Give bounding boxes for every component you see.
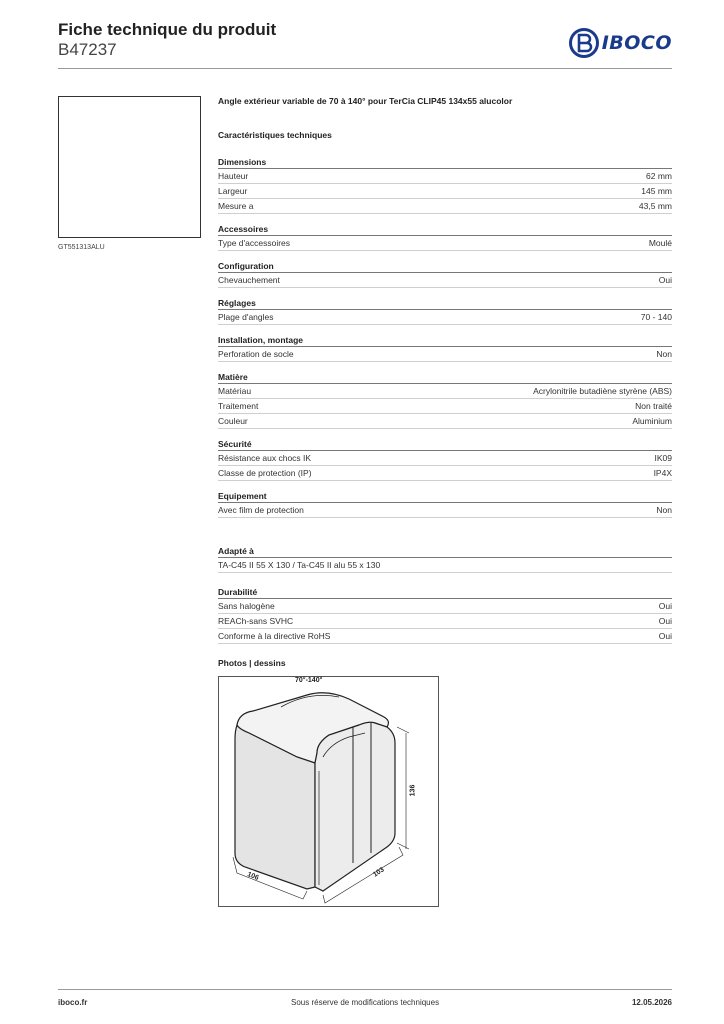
section-title: Equipement bbox=[218, 489, 672, 503]
spec-value: Oui bbox=[658, 616, 672, 626]
spec-section bbox=[218, 437, 672, 481]
spec-label: Plage d'angles bbox=[218, 312, 274, 322]
section-title: Durabilité bbox=[218, 585, 672, 599]
spec-value: IP4X bbox=[653, 468, 672, 478]
spec-value: 62 mm bbox=[646, 171, 672, 181]
spec-row bbox=[218, 466, 672, 481]
spec-row bbox=[218, 199, 672, 214]
section-title: Matière bbox=[218, 370, 672, 384]
spec-row bbox=[218, 599, 672, 614]
spec-section bbox=[218, 370, 672, 429]
adapted-section bbox=[218, 544, 672, 573]
spec-value: Moulé bbox=[648, 238, 672, 248]
spec-row bbox=[218, 414, 672, 429]
footer-divider bbox=[58, 989, 672, 990]
spec-row bbox=[218, 399, 672, 414]
spec-label: Mesure a bbox=[218, 201, 254, 211]
spec-value: Oui bbox=[658, 601, 672, 611]
spec-row bbox=[218, 273, 672, 288]
right-dimension-label: 103 bbox=[372, 866, 386, 879]
spec-row bbox=[218, 384, 672, 399]
spec-row bbox=[218, 169, 672, 184]
spec-section bbox=[218, 333, 672, 362]
spec-row bbox=[218, 451, 672, 466]
spec-row bbox=[218, 629, 672, 644]
product-name: Angle extérieur variable de 70 à 140° pour TerCia CLIP45 134x55 alucolor bbox=[218, 96, 513, 106]
durability-section bbox=[218, 585, 672, 644]
spec-value: 43,5 mm bbox=[638, 201, 672, 211]
footer-site-link[interactable]: iboco.fr bbox=[58, 998, 88, 1007]
spec-label: REACh-sans SVHC bbox=[218, 616, 294, 626]
spec-label: Chevauchement bbox=[218, 275, 280, 285]
left-dimension-label: 106 bbox=[246, 871, 260, 882]
section-title: Photos | dessins bbox=[218, 658, 286, 668]
spec-row bbox=[218, 236, 672, 251]
footer-date: 12.05.2026 bbox=[631, 998, 672, 1007]
technical-drawing bbox=[218, 676, 439, 907]
spec-section bbox=[218, 222, 672, 251]
brand-logo bbox=[569, 28, 672, 58]
brand-logo-icon bbox=[569, 28, 599, 58]
product-photo bbox=[58, 96, 201, 238]
spec-section bbox=[218, 155, 672, 214]
section-title: Adapté à bbox=[218, 544, 672, 558]
document-title: Fiche technique du produit bbox=[58, 20, 277, 39]
spec-label: Sans halogène bbox=[218, 601, 275, 611]
spec-label: Perforation de socle bbox=[218, 349, 294, 359]
brand-wordmark: IBOCO bbox=[601, 32, 672, 54]
spec-section bbox=[218, 296, 672, 325]
spec-label: Largeur bbox=[218, 186, 248, 196]
section-title: Réglages bbox=[218, 296, 672, 310]
spec-row bbox=[218, 558, 672, 573]
spec-label: Type d'accessoires bbox=[218, 238, 291, 248]
spec-row bbox=[218, 614, 672, 629]
drawings-section bbox=[218, 656, 672, 907]
product-photo-ref: GT551313ALU bbox=[58, 244, 105, 251]
spec-label: TA-C45 II 55 X 130 / Ta-C45 II alu 55 x 130 bbox=[218, 560, 381, 570]
spec-label: Matériau bbox=[218, 386, 252, 396]
spec-label: Classe de protection (IP) bbox=[218, 468, 312, 478]
section-title: Dimensions bbox=[218, 155, 672, 169]
spec-section bbox=[218, 259, 672, 288]
spec-row bbox=[218, 184, 672, 199]
spec-value: Non traité bbox=[635, 401, 672, 411]
spec-section bbox=[218, 489, 672, 518]
spec-value: 70 - 140 bbox=[640, 312, 672, 322]
spec-label: Traitement bbox=[218, 401, 259, 411]
spec-value: Acrylonitrile butadiène styrène (ABS) bbox=[533, 386, 672, 396]
spec-label: Conforme à la directive RoHS bbox=[218, 631, 331, 641]
footer-notice: Sous réserve de modifications techniques bbox=[291, 998, 440, 1007]
spec-value: Non bbox=[656, 505, 672, 515]
spec-value: Oui bbox=[658, 631, 672, 641]
spec-row bbox=[218, 310, 672, 325]
spec-row bbox=[218, 503, 672, 518]
spec-value: Oui bbox=[658, 275, 672, 285]
section-title: Accessoires bbox=[218, 222, 672, 236]
header-divider bbox=[58, 68, 672, 69]
product-code: B47237 bbox=[58, 40, 117, 59]
spec-label: Avec film de protection bbox=[218, 505, 304, 515]
spec-row bbox=[218, 347, 672, 362]
spec-label: Couleur bbox=[218, 416, 248, 426]
spec-value: Aluminium bbox=[632, 416, 672, 426]
spec-label: Résistance aux chocs IK bbox=[218, 453, 312, 463]
angle-dimension-label: 70°-140° bbox=[295, 677, 323, 684]
spec-value: 145 mm bbox=[641, 186, 672, 196]
spec-value: Non bbox=[656, 349, 672, 359]
spec-sections bbox=[218, 155, 672, 518]
section-title: Installation, montage bbox=[218, 333, 672, 347]
tech-specs-heading: Caractéristiques techniques bbox=[218, 130, 332, 140]
page-header bbox=[58, 20, 672, 70]
section-title: Configuration bbox=[218, 259, 672, 273]
height-dimension-label: 136 bbox=[409, 784, 417, 797]
section-title: Sécurité bbox=[218, 437, 672, 451]
spec-content bbox=[218, 96, 672, 915]
spec-value: IK09 bbox=[654, 453, 672, 463]
spec-label: Hauteur bbox=[218, 171, 249, 181]
